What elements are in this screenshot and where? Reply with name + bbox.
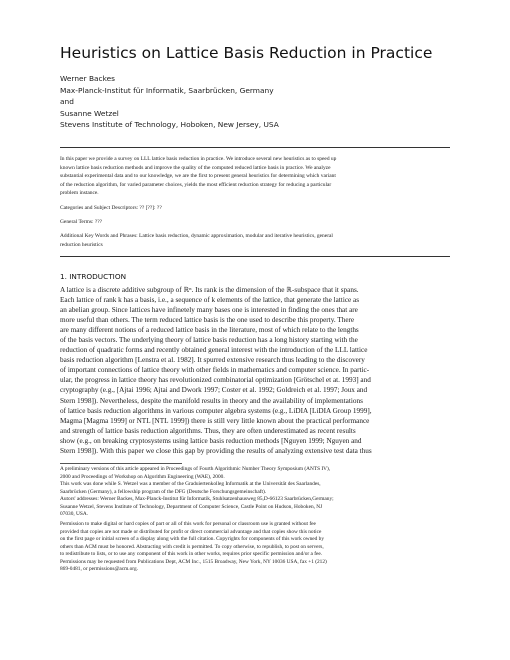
keywords	[60, 232, 452, 249]
body-line: Stern 1998]). With this paper we close this gap by providing the results of analyzing extensive test data thus	[60, 446, 372, 455]
permission-line: provided that copies are not made or distributed for profit or direct commercial advantage and that copies show this notice	[60, 528, 322, 535]
section-heading: 1. INTRODUCTION	[60, 272, 127, 281]
body-line: of the basis vectors. The underlying theory of lattice basis reduction has a long history starting with the	[60, 336, 358, 345]
permission-line: to redistribute to lists, or to use any component of this work in other works, requires prior specific permission and/or a fee.	[60, 551, 323, 558]
abstract-bottom-rule	[60, 256, 450, 257]
body-line: of important connections of lattice theory with other fields in mathematics and computer science. In partic-	[60, 366, 370, 375]
body-line: ular, the progress in lattice theory has revolutionized combinatorial optimization [Grötschel et at. 1993] and	[60, 376, 371, 385]
body-line: are many different notions of a reduced lattice basis in the literature, most of which relate to the lengths	[60, 326, 359, 335]
footnote-rule	[60, 463, 182, 464]
body-line: and strength of lattice basis reduction algorithms. Thus, they are often underestimated as recent results	[60, 426, 356, 435]
paper-title: Heuristics on Lattice Basis Reduction in Practice	[60, 44, 433, 62]
permission-notice	[60, 521, 452, 574]
author-affiliation: Max-Planck-Institut für Informatik, Saarbrücken, Germany	[60, 85, 274, 95]
permission-line: 869-0481, or permissions@acm.org.	[60, 566, 138, 573]
footnote-line: This work was done while S. Wetzel was a member of the Graduiertenkolleg Informatik at the Universität des Saarlandes,	[60, 481, 321, 488]
author-name: Werner Backes	[60, 74, 116, 83]
body-line: basis reduction algorithm [Lenstra et al. 1982]. It spurred extensive research thus leading to the discovery	[60, 356, 365, 365]
footnote-line: Susanne Wetzel, Stevens Institute of Technology, Department of Computer Science, Castle Point on Hudson, Hoboken, NJ	[60, 503, 323, 510]
categories	[60, 204, 452, 213]
abstract	[60, 155, 452, 198]
general-terms-line: General Terms: ???	[60, 219, 103, 225]
body-line: reduction of quadratic forms and recently obtained general interest with the introduction of the LLL lattice	[60, 346, 368, 355]
keywords-line: Additional Key Words and Phrases: Lattice basis reduction, dynamic approximation, modular and iterative heuristics, general	[60, 233, 333, 239]
body-line: show (e.g., on breaking cryptosystems using lattice basis reduction methods [Nguyen 1999; Nguyen and	[60, 436, 362, 445]
footnote-line: Saarbrücken (Germany), a fellowship program of the DFG (Deutsche Forschungsgemeinschaft).	[60, 488, 267, 495]
footnote-line: 2000 and Proceedings of Workshop on Algorithm Engineering (WAE), 2000.	[60, 473, 225, 480]
body-line: Each lattice of rank k has a basis, i.e., a sequence of k elements of the lattice, that generate the lattice as	[60, 296, 360, 305]
body-line: an abelian group. Since lattices have infinetely many bases one is interested in finding the ones that are	[60, 306, 358, 315]
body-line: A lattice is a discrete additive subgroup of ℝⁿ. Its rank is the dimension of the ℝ-subspace that it spans.	[60, 286, 359, 294]
permission-line: Permission to make digital or hard copies of part or all of this work for personal or classroom use is granted without fee	[60, 521, 316, 527]
footnotes	[60, 466, 452, 519]
body-line: Stern 1998]). Nevertheless, despite the manifold results in theory and the availability of implementations	[60, 396, 363, 405]
abstract-line: of the reduction algorithm, for varied parameter choices, yields the most efficient reduction strategy for reducing a particular	[60, 181, 332, 188]
footnote-line: A preliminary versions of this article appeared in Proceedings of Fourth Algorithmic Number Theory Symposium (ANTS IV),	[60, 466, 331, 472]
author-separator: and	[60, 97, 74, 106]
author-name: Susanne Wetzel	[60, 108, 119, 118]
abstract-line: known lattice basis reduction methods and improve the quality of the computed reduced lattice basis in practice. We analyze	[60, 164, 331, 171]
author-block	[60, 73, 460, 131]
abstract-line: substantial experimental data and to our knowledge, we are the first to present general heuristics for determining which variant	[60, 173, 336, 179]
permission-line: on the first page or initial screen of a display along with the full citation. Copyrights for components of this work owned by	[60, 536, 325, 543]
abstract-line: problem instance.	[60, 190, 99, 196]
abstract-line: In this paper we provide a survey on LLL lattice basis reduction in practice. We introduce several new heuristics as to speed up	[60, 156, 337, 162]
author-affiliation: Stevens Institute of Technology, Hoboken, New Jersey, USA	[60, 120, 279, 129]
body-line: Magma [Magma 1999] or NTL [NTL 1999]) there is still very little known about the practical performance	[60, 416, 370, 425]
permission-line: others than ACM must be honored. Abstracting with credit is permitted. To copy otherwise, to republish, to post on servers,	[60, 543, 324, 550]
abstract-top-rule	[60, 147, 450, 148]
footnote-line: Autors' addresses: Werner Backes, Max-Planck-Institut für Informatik, Stuhlsatzenhausweg 85,D-66123 Saarbrücken,Germany;	[60, 496, 334, 503]
body-line: cryptography (e.g., [Ajtai 1996; Ajtai and Dwork 1997; Coster et al. 1992; Goldreich et al. 1997; Joux and	[60, 386, 368, 395]
introduction-body	[60, 285, 452, 456]
general-terms	[60, 218, 452, 227]
permission-line: Permissions may be requested from Publications Dept, ACM Inc., 1515 Broadway, New York, NY 10036 USA, fax +1 (212)	[60, 558, 327, 565]
footnote-line: 07030, USA.	[60, 511, 89, 518]
body-line: more useful than others. The term reduced lattice basis is the one used to describe this property. There	[60, 316, 355, 325]
keywords-line: reduction heuristics	[60, 241, 103, 248]
categories-line: Categories and Subject Descriptors: ?? [??]: ??	[60, 205, 162, 211]
body-line: of lattice basis reduction algorithms in various computer algebra systems (e.g., LiDIA [LiDIA Group 1999],	[60, 406, 372, 415]
